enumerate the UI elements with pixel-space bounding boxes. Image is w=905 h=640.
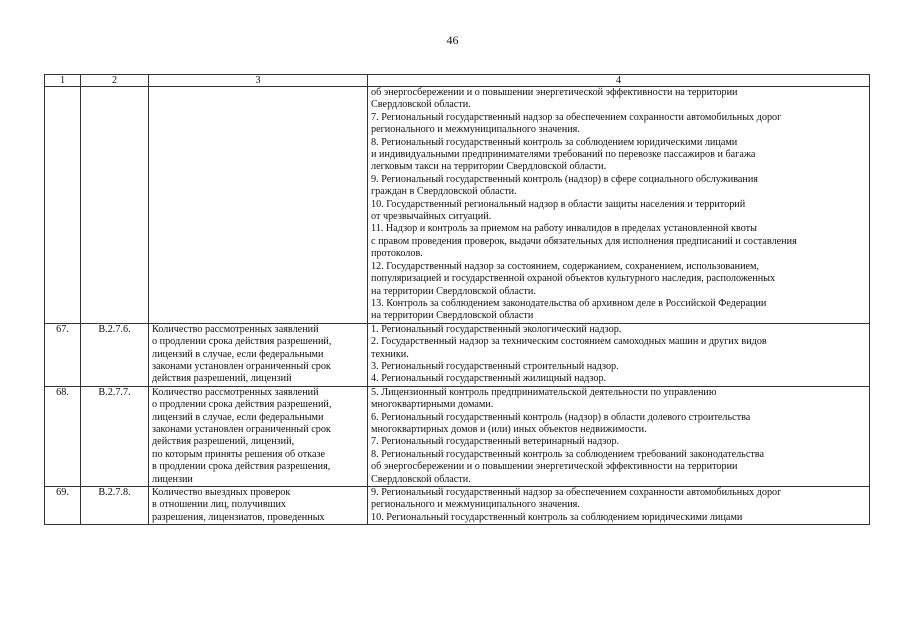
indicator-code: В.2.7.7. xyxy=(81,386,149,486)
text-line: законами установлен ограниченный срок xyxy=(152,423,331,435)
text-line: регионального и межмуниципального значения. xyxy=(371,499,580,511)
text-line: 9. Региональный государственный надзор за обеспечением сохранности автомобильных дорог xyxy=(371,487,782,498)
text-line: 10. Государственный региональный надзор в области защиты населения и территорий xyxy=(371,198,746,210)
row-number: 68. xyxy=(45,386,81,486)
text-line: 10. Региональный государственный контроль за соблюдением юридическими лицами xyxy=(371,511,743,523)
table-row xyxy=(45,386,870,486)
text-line: многоквартирных домов и (или) иных объектов недвижимости. xyxy=(371,423,647,435)
control-types xyxy=(368,87,870,324)
table-row xyxy=(45,487,870,525)
text-line: о продлении срока действия разрешений, xyxy=(152,336,332,348)
text-line: 4. Региональный государственный жилищный надзор. xyxy=(371,373,607,385)
text-line: 7. Региональный государственный надзор за обеспечением сохранности автомобильных дорог xyxy=(371,111,782,123)
text-line: 11. Надзор и контроль за приемом на работу инвалидов в пределах установленной квоты xyxy=(371,223,757,235)
text-line: о продлении срока действия разрешений, xyxy=(152,399,332,411)
row-number: 69. xyxy=(45,487,81,525)
text-line: Количество рассмотренных заявлений xyxy=(152,386,319,398)
text-line: 3. Региональный государственный строительный надзор. xyxy=(371,360,619,372)
text-line: законами установлен ограниченный срок xyxy=(152,360,331,372)
text-line: популяризацией и государственной охраной объектов культурного наследия, расположенных xyxy=(371,273,776,285)
text-line: протоколов. xyxy=(371,248,423,260)
indicator-description xyxy=(149,487,368,525)
page-number: 46 xyxy=(446,33,459,47)
text-line: 7. Региональный государственный ветеринарный надзор. xyxy=(371,436,620,448)
text-line: 13. Контроль за соблюдением законодательства об архивном деле в Российской Федерации xyxy=(371,297,767,309)
header-col-1: 1 xyxy=(45,75,81,87)
text-line: многоквартирными домами. xyxy=(371,399,494,411)
text-line: действия разрешений, лицензий xyxy=(152,373,292,385)
text-line: 8. Региональный государственный контроль за соблюдением юридическими лицами xyxy=(371,136,738,148)
indicator-description xyxy=(149,87,368,324)
control-types xyxy=(368,487,870,525)
text-line: 9. Региональный государственный контроль (надзор) в сфере социального обслуживания xyxy=(371,173,758,185)
table-row xyxy=(45,87,870,324)
text-line: 12. Государственный надзор за состоянием, содержанием, сохранением, использованием, xyxy=(371,260,760,272)
row-number xyxy=(45,87,81,324)
text-line: легковым такси на территории Свердловской области. xyxy=(371,161,607,173)
indicator-description xyxy=(149,323,368,386)
text-line: лицензии xyxy=(152,473,193,485)
text-line: и индивидуальными предпринимателями требований по перевозке пассажиров и багажа xyxy=(371,149,756,161)
text-line: 2. Государственный надзор за техническим состоянием самоходных машин и других видов xyxy=(371,336,767,348)
text-line: 5. Лицензионный контроль предпринимательской деятельности по управлению xyxy=(371,386,717,398)
indicator-code: В.2.7.8. xyxy=(81,487,149,525)
text-line: техники. xyxy=(371,348,409,360)
text-line: Свердловской области. xyxy=(371,99,471,111)
text-line: в продлении срока действия разрешения, xyxy=(152,461,331,473)
indicator-table xyxy=(44,74,870,525)
text-line: по которым приняты решения об отказе xyxy=(152,448,326,460)
text-line: разрешения, лицензиатов, проведенных xyxy=(152,511,325,523)
text-line: действия разрешений, лицензий, xyxy=(152,436,295,448)
text-line: на территории Свердловской области xyxy=(371,310,534,322)
text-line: Количество рассмотренных заявлений xyxy=(152,323,319,335)
text-line: от чрезвычайных ситуаций. xyxy=(371,211,492,223)
text-line: лицензий в случае, если федеральными xyxy=(152,348,324,360)
header-row xyxy=(45,75,870,87)
text-line: на территории Свердловской области. xyxy=(371,285,536,297)
header-col-3: 3 xyxy=(149,75,368,87)
control-types xyxy=(368,386,870,486)
indicator-code: В.2.7.6. xyxy=(81,323,149,386)
text-line: 6. Региональный государственный контроль (надзор) в области долевого строительства xyxy=(371,411,751,423)
text-line: лицензий в случае, если федеральными xyxy=(152,411,324,423)
control-types xyxy=(368,323,870,386)
text-line: в отношении лиц, получивших xyxy=(152,499,287,511)
text-line: граждан в Свердловской области. xyxy=(371,186,517,198)
indicator-description xyxy=(149,386,368,486)
text-line: об энергосбережении и о повышении энергетической эффективности на территории xyxy=(371,87,738,98)
text-line: Свердловской области. xyxy=(371,473,471,485)
text-line: 1. Региональный государственный экологический надзор. xyxy=(371,323,622,335)
text-line: об энергосбережении и о повышении энергетической эффективности на территории xyxy=(371,461,738,473)
text-line: с правом проведения проверок, выдачи обязательных для исполнения предписаний и составления xyxy=(371,235,797,247)
text-line: Количество выездных проверок xyxy=(152,487,291,498)
table-row xyxy=(45,323,870,386)
indicator-code xyxy=(81,87,149,324)
header-col-4: 4 xyxy=(368,75,870,87)
row-number: 67. xyxy=(45,323,81,386)
text-line: регионального и межмуниципального значения. xyxy=(371,124,580,136)
header-col-2: 2 xyxy=(81,75,149,87)
text-line: 8. Региональный государственный контроль за соблюдением требований законодательства xyxy=(371,448,764,460)
